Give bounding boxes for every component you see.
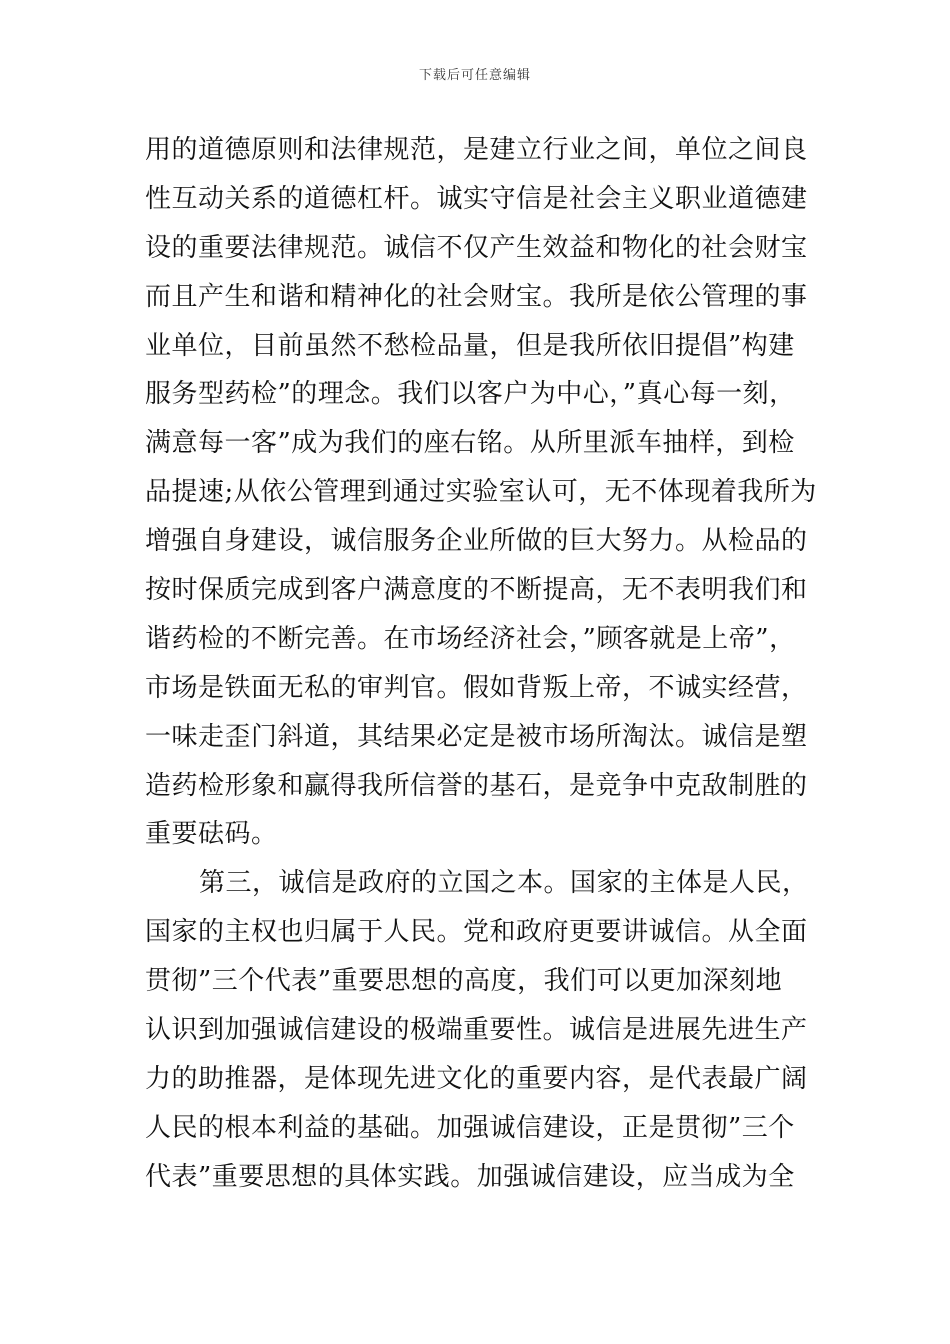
- text-line: 品提速;从依公管理到通过实验室认可，无不体现着我所为: [145, 477, 817, 508]
- paragraph-start-line: 第三，诚信是政府的立国之本。国家的主体是人民，: [199, 868, 809, 899]
- text-line: 代表”重要思想的具体实践。加强诚信建设，应当成为全: [145, 1161, 795, 1192]
- text-line: 服务型药检”的理念。我们以客户为中心，”真心每一刻，: [145, 379, 796, 410]
- page-header: 下载后可任意编辑: [418, 68, 531, 83]
- text-line: 满意每一客”成为我们的座右铭。从所里派车抽样，到检: [145, 428, 795, 459]
- text-line: 设的重要法律规范。诚信不仅产生效益和物化的社会财宝: [145, 232, 808, 263]
- text-line: 人民的根本利益的基础。加强诚信建设，正是贯彻”三个: [145, 1112, 795, 1143]
- text-line: 增强自身建设，诚信服务企业所做的巨大努力。从检品的: [145, 526, 808, 557]
- text-line: 业单位，目前虽然不愁检品量，但是我所依旧提倡”构建: [145, 330, 795, 361]
- text-line: 市场是铁面无私的审判官。假如背叛上帝，不诚实经营，: [145, 672, 808, 703]
- text-line: 认识到加强诚信建设的极端重要性。诚信是进展先进生产: [145, 1015, 808, 1046]
- text-line: 性互动关系的道德杠杆。诚实守信是社会主义职业道德建: [145, 183, 808, 214]
- text-line: 而且产生和谐和精神化的社会财宝。我所是依公管理的事: [145, 281, 808, 312]
- text-line: 力的助推器，是体现先进文化的重要内容，是代表最广阔: [145, 1063, 808, 1094]
- text-line: 谐药检的不断完善。在市场经济社会，”顾客就是上帝”，: [145, 623, 796, 654]
- text-line: 按时保质完成到客户满意度的不断提高，无不表明我们和: [145, 575, 808, 606]
- text-line: 造药检形象和赢得我所信誉的基石，是竞争中克敌制胜的: [145, 770, 808, 801]
- text-line: 重要砝码。: [145, 819, 278, 850]
- text-line: 用的道德原则和法律规范，是建立行业之间，单位之间良: [145, 135, 808, 165]
- document-body: [145, 126, 815, 1202]
- text-line: 一味走歪门斜道，其结果必定是被市场所淘汰。诚信是塑: [145, 721, 808, 752]
- text-line: 贯彻”三个代表”重要思想的高度，我们可以更加深刻地: [145, 966, 783, 997]
- text-line: 国家的主权也归属于人民。党和政府更要讲诚信。从全面: [145, 917, 808, 948]
